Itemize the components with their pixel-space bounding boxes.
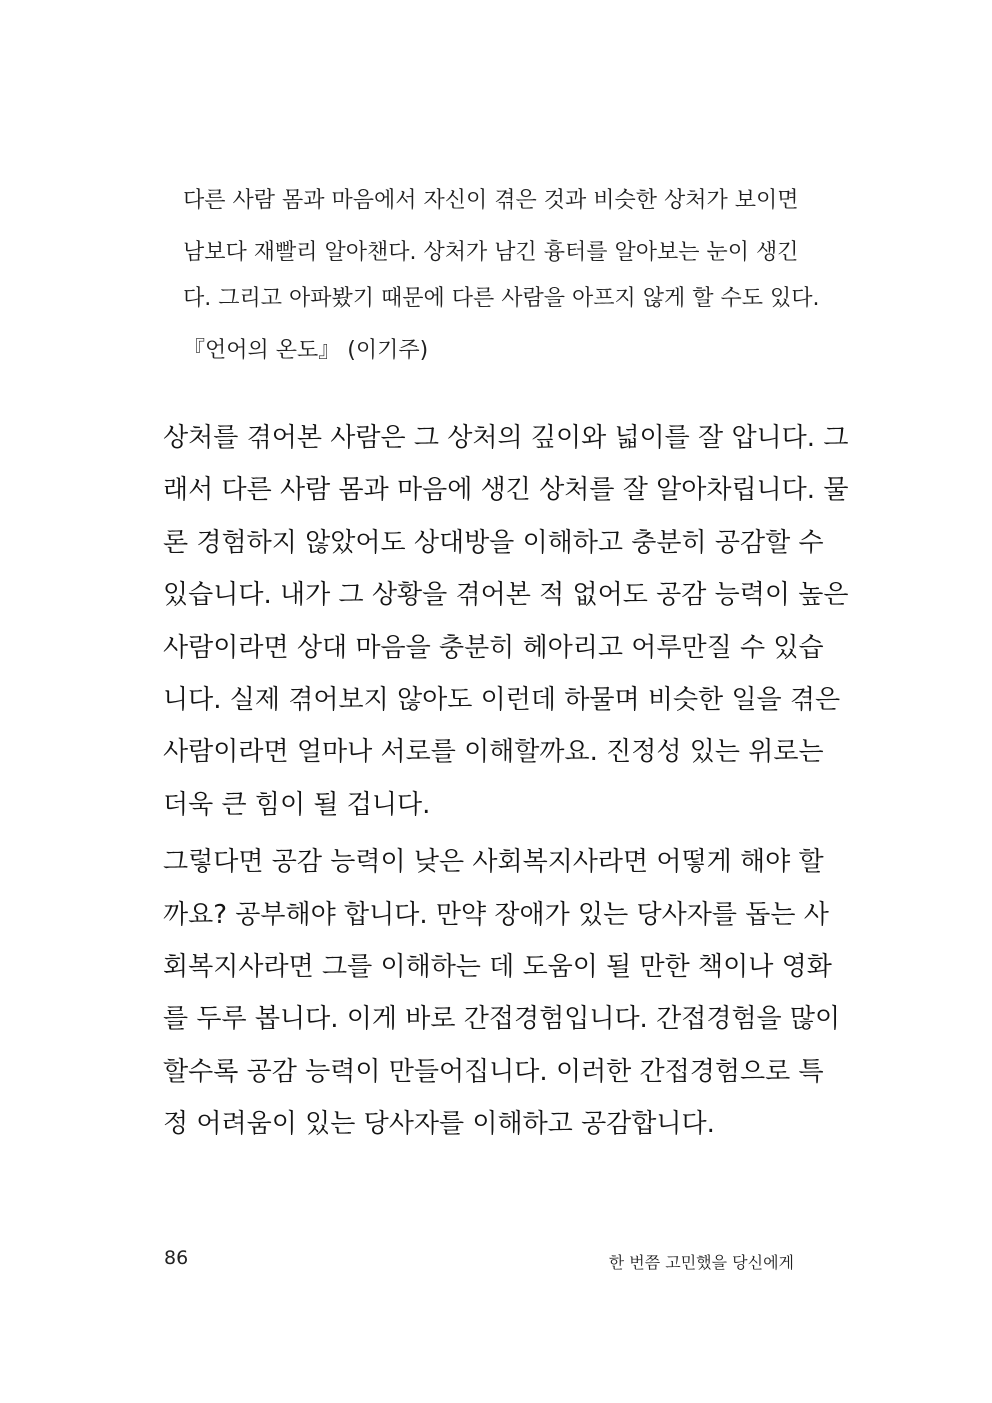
- body-line: 사람이라면 얼마나 서로를 이해할까요. 진정성 있는 위로는: [163, 737, 824, 767]
- quote-source: 『언어의 온도』 (이기주): [183, 338, 429, 363]
- quote-line: 남보다 재빨리 알아챈다. 상처가 남긴 흉터를 알아보는 눈이 생긴: [183, 240, 799, 265]
- body-line: 정 어려움이 있는 당사자를 이해하고 공감합니다.: [163, 1109, 715, 1139]
- quote-line: 다. 그리고 아파봤기 때문에 다른 사람을 아프지 않게 할 수도 있다.: [183, 286, 820, 311]
- body-line: 까요? 공부해야 합니다. 만약 장애가 있는 당사자를 돕는 사: [163, 900, 829, 930]
- body-line: 니다. 실제 겪어보지 않아도 이런데 하물며 비슷한 일을 겪은: [163, 685, 841, 715]
- body-line: 상처를 겪어본 사람은 그 상처의 깊이와 넓이를 잘 압니다. 그: [163, 423, 849, 453]
- body-line: 있습니다. 내가 그 상황을 겪어본 적 없어도 공감 능력이 높은: [163, 580, 849, 610]
- body-line: 더욱 큰 힘이 될 겁니다.: [163, 790, 431, 820]
- body-line: 론 경험하지 않았어도 상대방을 이해하고 충분히 공감할 수: [163, 528, 824, 558]
- body-line: 사람이라면 상대 마음을 충분히 헤아리고 어루만질 수 있습: [163, 633, 824, 663]
- quote-line: 다른 사람 몸과 마음에서 자신이 겪은 것과 비슷한 상처가 보이면: [183, 188, 799, 213]
- body-line: 를 두루 봅니다. 이게 바로 간접경험입니다. 간접경험을 많이: [163, 1004, 841, 1034]
- body-line: 할수록 공감 능력이 만들어집니다. 이러한 간접경험으로 특: [163, 1057, 824, 1087]
- body-line: 그렇다면 공감 능력이 낮은 사회복지사라면 어떻게 해야 할: [163, 847, 824, 877]
- body-line: 래서 다른 사람 몸과 마음에 생긴 상처를 잘 알아차립니다. 물: [163, 475, 849, 505]
- page-number: 86: [164, 1247, 189, 1269]
- body-line: 회복지사라면 그를 이해하는 데 도움이 될 만한 책이나 영화: [163, 952, 832, 982]
- book-title: 한 번쯤 고민했을 당신에게: [608, 1253, 794, 1272]
